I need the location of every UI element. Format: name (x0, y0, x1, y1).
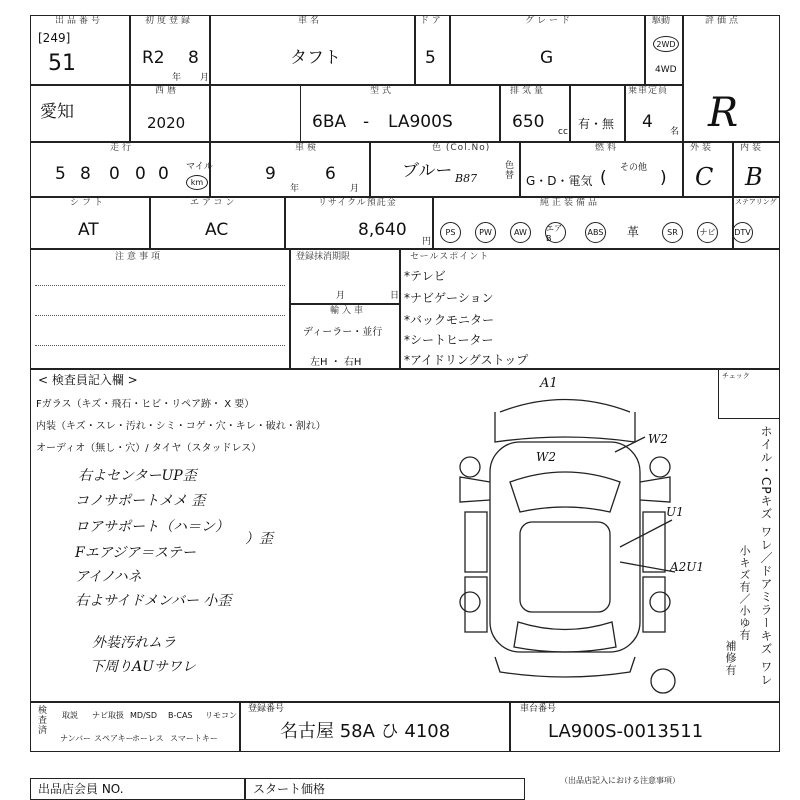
damage-mark: W2 (648, 432, 668, 446)
color-value: ブルー (402, 161, 453, 181)
year-unit: 年 (172, 73, 182, 83)
model-code: LA900S (388, 112, 453, 132)
mileage-digit: 0 (135, 164, 146, 184)
equipment-sr: SR (662, 222, 683, 243)
handwritten-note: 右よセンターUP歪 (78, 468, 197, 484)
docs-box (30, 702, 240, 752)
reg-expiry-label: 登録抹消期限 (296, 252, 351, 262)
footnote: （出品店記入における注意事項） (560, 776, 680, 785)
sales-point: *テレビ (404, 269, 446, 283)
reg-expiry-day: 日 (390, 291, 400, 301)
aircon-label: エアコン (190, 198, 238, 208)
equipment-ps: PS (440, 222, 461, 243)
recycle-value: 8,640 (358, 220, 407, 240)
grade-label: グレード (525, 16, 574, 26)
mileage-digit: 0 (109, 164, 120, 184)
model-cell (210, 85, 500, 142)
score-value: R (708, 90, 739, 136)
doc-item: ホーレス (132, 734, 164, 743)
import-label: 輸入車 (330, 306, 367, 316)
side-legend-repair: 補修有 (724, 640, 737, 676)
seat-option: 有・無 (578, 117, 615, 131)
inspect-month: 6 (325, 164, 336, 184)
km-circle: km (186, 175, 208, 190)
handwritten-note: ロアサポート（ハ＝ン） (75, 519, 229, 535)
mileage-label: 走行 (110, 143, 135, 153)
lot-number: 51 (48, 51, 76, 76)
seller-label: 出品店会員 NO. (38, 782, 124, 796)
inspector-title: < 検査員記入欄 > (38, 373, 138, 387)
inspection-label: 車検 (295, 143, 320, 153)
lot-label: 出品番号 (55, 16, 104, 26)
plate-number: 名古屋 58A ひ 4108 (280, 721, 451, 742)
color-label: 色 (Col.No) (432, 143, 491, 153)
dealer-parallel: ディーラー・並行 (303, 327, 383, 338)
fuel-label: 燃料 (595, 143, 620, 153)
notes-label: 注意事項 (115, 252, 164, 262)
recycle-label: リサイクル預託金 (318, 198, 397, 208)
notes-line (35, 315, 285, 316)
drive-2wd-circle: 2WD (653, 36, 679, 52)
equipment-navi: ナビ (697, 222, 718, 243)
grade-value: G (540, 48, 554, 68)
mileage-digit: 8 (80, 164, 91, 184)
notes-line (35, 285, 285, 286)
fuel-paren-close: ) (660, 168, 667, 188)
doc-item: ナビ取扱 (92, 711, 124, 720)
year-label: 西暦 (155, 86, 180, 96)
docs-side-label: 検査済 (36, 705, 46, 735)
sales-points-panel (400, 249, 780, 369)
inspect-year: 9 (265, 164, 276, 184)
doc-item: B-CAS (168, 711, 193, 720)
reg-month: 8 (188, 48, 199, 68)
lot-small: [249] (38, 31, 71, 45)
doc-item: スマートキー (170, 734, 218, 743)
damage-mark: A1 (540, 376, 558, 391)
era-year: R2 (142, 48, 165, 68)
month-unit: 月 (200, 73, 210, 83)
inspect-month-unit: 月 (350, 184, 360, 194)
inspector-line: Fガラス（キズ・飛石・ヒビ・リペア跡・ X 要） (36, 399, 255, 410)
model-prefix: 6BA (312, 112, 347, 132)
sales-points-label: セールスポイント (410, 252, 490, 262)
handwritten-note: Fエアジア＝ステー (75, 545, 196, 561)
doors-label: ドア (420, 16, 444, 26)
doc-item: スペアキー (94, 734, 134, 743)
exterior-grade: C (695, 163, 714, 191)
sales-point: *ナビゲーション (404, 291, 494, 305)
model-label: 型式 (370, 86, 395, 96)
model-dash: - (363, 112, 370, 132)
car-diagram (440, 372, 690, 697)
car-name-label: 車名 (298, 16, 323, 26)
handwritten-note: 下周りAUサワレ (90, 659, 196, 675)
steering-label: ステアリング (735, 198, 777, 206)
chassis-number: LA900S-0013511 (548, 721, 704, 742)
handwritten-note: アイノハネ (75, 569, 142, 585)
doc-item: MD/SD (130, 711, 157, 720)
doc-item: リモコン (205, 711, 237, 720)
damage-mark: A2U1 (670, 560, 705, 574)
seat-cell (570, 85, 625, 142)
drive-label: 駆動 (652, 16, 671, 26)
exterior-label: 外装 (690, 143, 715, 153)
first-reg-label: 初度登録 (145, 16, 194, 26)
drive-4wd: 4WD (655, 65, 677, 75)
equipment-pw: PW (475, 222, 496, 243)
interior-grade: B (745, 163, 763, 191)
doc-item: 取説 (62, 711, 78, 720)
damage-mark: W2 (536, 450, 556, 464)
fuel-other: その他 (620, 163, 648, 173)
color-change-label: 色替 (503, 160, 513, 180)
score-label: 評価点 (705, 16, 742, 26)
cc-unit: cc (558, 127, 568, 137)
sales-point: *アイドリングストップ (404, 353, 529, 367)
displacement-value: 650 (512, 112, 545, 132)
handwritten-note: 右よサイドメンバー 小歪 (75, 593, 232, 609)
passenger-unit: 名 (670, 127, 680, 137)
notes-line (35, 345, 285, 346)
check-label: チェック (722, 372, 750, 380)
inspector-line: オーディオ（無し・穴）/ タイヤ（スタッドレス） (36, 443, 262, 454)
reg-expiry-month: 月 (336, 291, 346, 301)
handwritten-note: コノサポートメメ 歪 (75, 493, 206, 509)
handwritten-note: 外装汚れムラ (92, 635, 176, 651)
side-legend-minor: 小キズ有／小ゆ有 (738, 545, 751, 641)
model-divider (300, 85, 301, 142)
year-value: 2020 (147, 114, 186, 132)
handle-side: 左H ・ 右H (310, 357, 362, 368)
start-price-label: スタート価格 (253, 782, 326, 796)
car-name: タフト (290, 48, 341, 68)
sales-point: *バックモニター (404, 313, 495, 327)
plate-label: 登録番号 (248, 704, 285, 714)
passenger-value: 4 (642, 112, 653, 132)
equipment-airbag: エアB (545, 222, 566, 243)
aircon-value: AC (205, 220, 229, 240)
equipment-abs: ABS (585, 222, 606, 243)
mileage-digit: 0 (158, 164, 169, 184)
inspect-year-unit: 年 (290, 184, 300, 194)
equipment-leather: 革 (627, 225, 640, 239)
shift-label: シフト (70, 198, 107, 208)
equipment-aw: AW (510, 222, 531, 243)
interior-label: 内装 (740, 143, 765, 153)
blank-circle (648, 666, 678, 696)
equipment-label: 純正装備品 (540, 198, 601, 208)
mile-unit: マイル (186, 162, 213, 172)
fuel-paren-open: ( (600, 168, 607, 188)
region: 愛知 (40, 102, 74, 122)
inspector-line: 内装（キズ・スレ・汚れ・シミ・コゲ・穴・キレ・破れ・割れ） (36, 421, 326, 432)
yen-unit: 円 (422, 237, 432, 247)
color-code: B87 (455, 172, 478, 185)
doors-value: 5 (425, 48, 436, 68)
doc-item: ナンバー (60, 734, 92, 743)
damage-mark: U1 (666, 505, 684, 519)
sales-point: *シートヒーター (404, 333, 494, 347)
notes-panel (30, 249, 290, 369)
passenger-label: 乗車定員 (628, 86, 669, 96)
equipment-dtv: DTV (732, 222, 753, 243)
fuel-options: G・D・電気 (526, 174, 593, 188)
mileage-digit: 5 (55, 164, 66, 184)
displacement-label: 排気量 (510, 86, 547, 96)
chassis-label: 車台番号 (520, 704, 557, 714)
note-bracket-suffix: ）歪 (245, 531, 273, 547)
shift-value: AT (78, 220, 99, 240)
side-legend-main: ホイル・CPキズ ワレ／ドアミラーキズ ワレ (759, 425, 773, 687)
